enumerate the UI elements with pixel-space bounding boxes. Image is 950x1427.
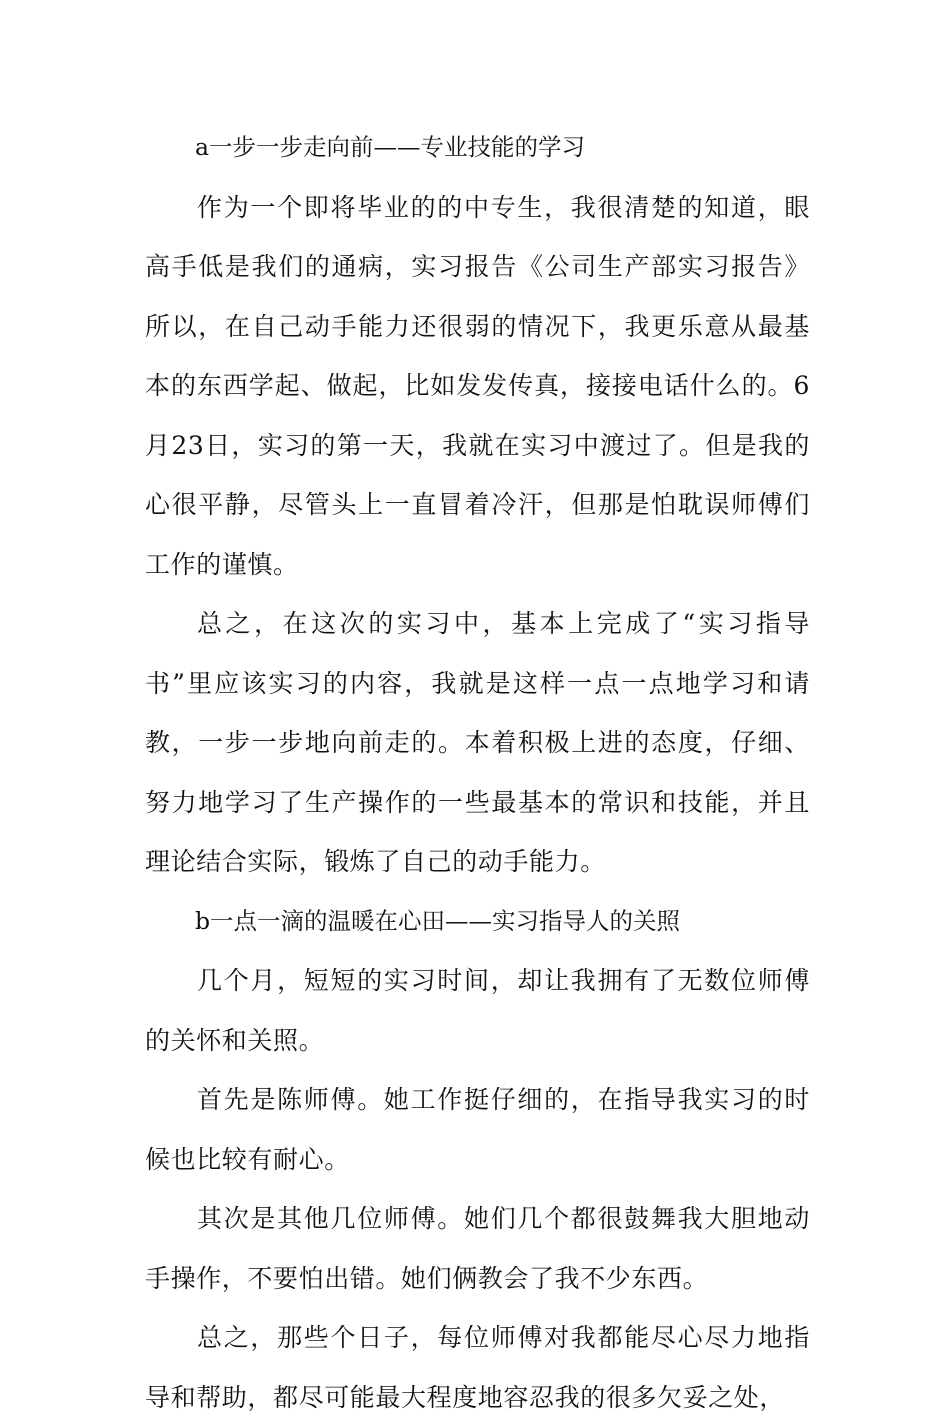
paragraph-closing-summary: 总之，那些个日子，每位师傅对我都能尽心尽力地指导和帮助，都尽可能最大程度地容忍我的很多欠妥之处， — [145, 1323, 810, 1412]
paragraph-other-masters: 其次是其他几位师傅。她们几个都很鼓舞我大胆地动手操作，不要怕出错。她们俩教会了我不少东西。 — [145, 1204, 810, 1293]
paragraph-mentors-care: 几个月，短短的实习时间，却让我拥有了无数位师傅的关怀和关照。 — [145, 966, 810, 1055]
document-body — [145, 118, 810, 1427]
section-heading-a: a一步一步走向前——专业技能的学习 — [195, 133, 586, 161]
paragraph-master-chen: 首先是陈师傅。她工作挺仔细的，在指导我实习的时候也比较有耐心。 — [145, 1085, 810, 1174]
paragraph-internship-first-day: 作为一个即将毕业的的中专生，我很清楚的知道，眼高手低是我们的通病，实习报告《公司生产部实习报告》所以，在自己动手能力还很弱的情况下，我更乐意从最基本的东西学起、做起，比如发发传真，接接电话什么的。6月23日，实习的第一天，我就在实习中渡过了。但是我的心很平静，尽管头上一直冒着冷汗，但那是怕耽误师傅们工作的谨慎。 — [145, 192, 810, 579]
section-heading-b: b一点一滴的温暖在心田——实习指导人的关照 — [195, 906, 681, 935]
paragraph-summary-skills: 总之，在这次的实习中，基本上完成了“实习指导书”里应该实习的内容，我就是这样一点一点地学习和请教，一步一步地向前走的。本着积极上进的态度，仔细、努力地学习了生产操作的一些最基本的常识和技能，并且理论结合实际，锻炼了自己的动手能力。 — [145, 609, 810, 876]
